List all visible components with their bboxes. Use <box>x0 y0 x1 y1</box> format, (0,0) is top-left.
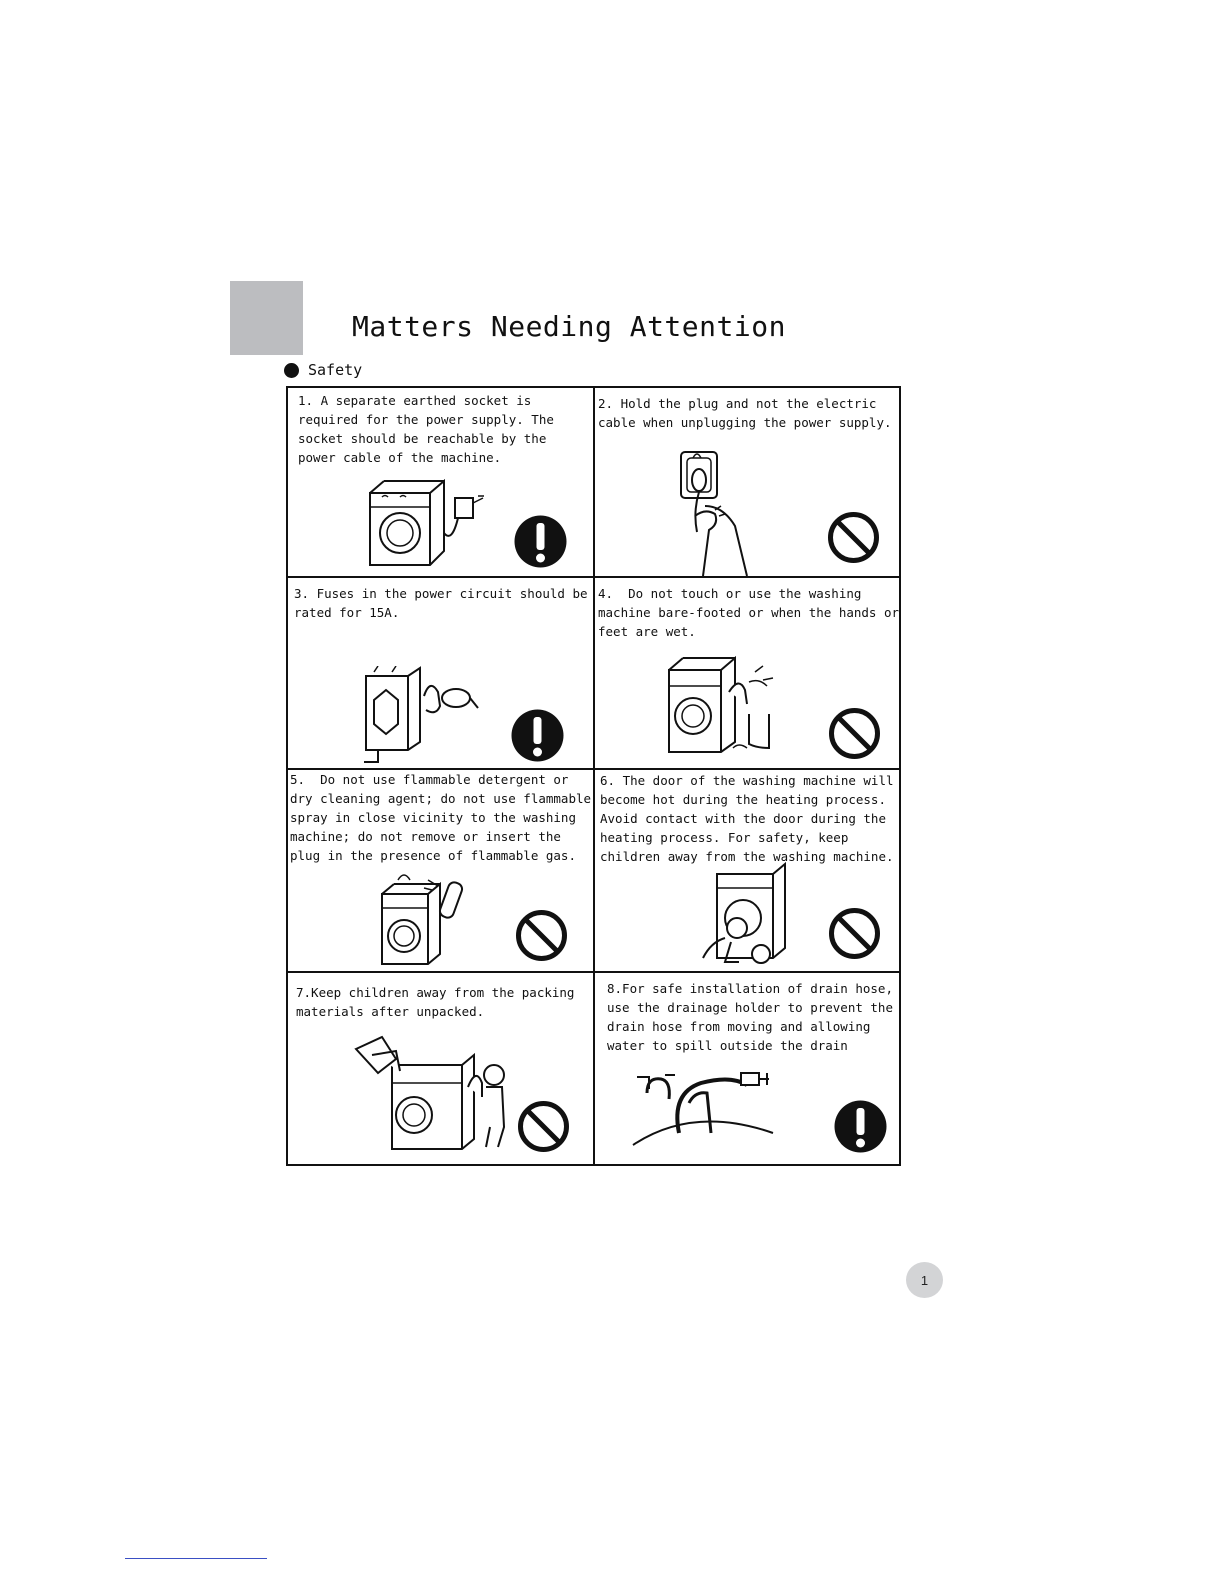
mandatory-icon <box>510 708 565 763</box>
page-number-badge <box>906 1262 943 1298</box>
flammable-spray-illustration <box>376 868 486 968</box>
drain-hose-illustration <box>629 1063 779 1153</box>
safety-grid <box>286 386 901 1166</box>
section-tab <box>230 281 303 355</box>
wet-hands-illustration <box>659 652 789 764</box>
section-heading <box>284 360 362 380</box>
safety-item-text: 8.For safe installation of drain hose, use the drainage holder to prevent the drain hose from moving and allowing water to spill outside the drain <box>607 981 893 1053</box>
safety-item-3 <box>288 578 593 768</box>
safety-item-6 <box>595 770 901 971</box>
safety-item-text: 6. The door of the washing machine will become hot during the heating process. Avoid contact with the door during the heating process. For safety, keep children away from the washing machine. <box>600 773 894 864</box>
mandatory-icon <box>513 514 568 569</box>
safety-item-text: 7.Keep children away from the packing materials after unpacked. <box>296 985 575 1019</box>
prohibition-icon <box>516 1099 571 1154</box>
washer-socket-illustration <box>360 473 490 573</box>
safety-item-2 <box>595 388 901 576</box>
safety-item-1 <box>288 388 593 576</box>
safety-item-text: 2. Hold the plug and not the electric cable when unplugging the power supply. <box>598 396 892 430</box>
hand-plug-illustration <box>675 446 785 576</box>
page-number: 1 <box>920 1272 929 1288</box>
page-title: Matters Needing Attention <box>352 310 786 343</box>
mandatory-icon <box>833 1099 888 1154</box>
bullet-icon <box>284 363 299 378</box>
prohibition-icon <box>827 706 882 761</box>
footer-rule <box>125 1558 267 1559</box>
safety-item-4 <box>595 578 901 768</box>
prohibition-icon <box>827 906 882 961</box>
safety-item-text: 5. Do not use flammable detergent or dry cleaning agent; do not use flammable spray in close vicinity to the washing machine; do not remove or insert the plug in the presence of flammable gas. <box>290 772 592 863</box>
safety-item-7 <box>288 973 593 1166</box>
prohibition-icon <box>514 908 569 963</box>
fuse-illustration <box>358 666 488 766</box>
safety-item-text: 4. Do not touch or use the washing machine bare-footed or when the hands or feet are wet. <box>598 586 900 639</box>
safety-item-text: 1. A separate earthed socket is required for the power supply. The socket should be reachable by the power cable of the machine. <box>298 393 554 465</box>
section-label: Safety <box>308 361 363 379</box>
safety-item-text: 3. Fuses in the power circuit should be rated for 15A. <box>294 586 588 620</box>
packing-illustration <box>350 1035 510 1159</box>
safety-item-8 <box>595 973 901 1166</box>
prohibition-icon <box>826 510 881 565</box>
child-door-illustration <box>695 862 805 968</box>
safety-item-5 <box>288 770 593 971</box>
